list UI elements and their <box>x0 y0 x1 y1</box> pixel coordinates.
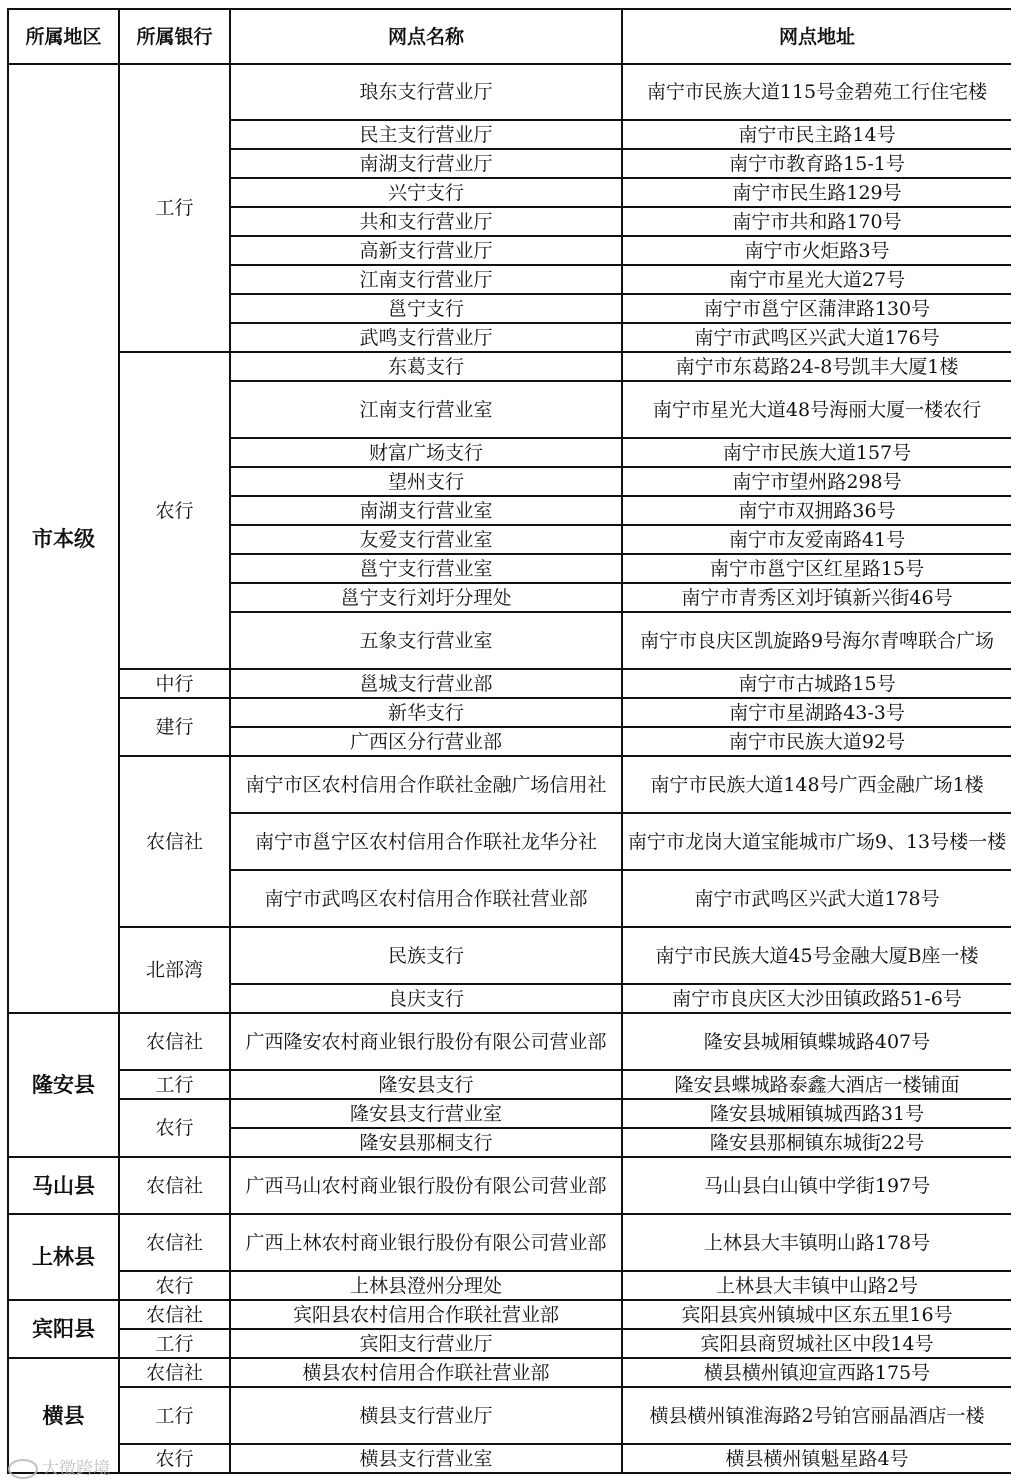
branch-name-cell: 邕城支行营业部 <box>230 669 622 698</box>
branch-name-cell: 江南支行营业室 <box>230 381 622 438</box>
branch-address-cell: 横县横州镇淮海路2号铂宫丽晶酒店一楼 <box>622 1387 1011 1444</box>
branch-address-cell: 南宁市民生路129号 <box>622 178 1011 207</box>
branch-name-cell: 南宁市邕宁区农村信用合作联社龙华分社 <box>230 813 622 870</box>
branch-name-cell: 琅东支行营业厅 <box>230 64 622 120</box>
table-row <box>8 1070 1011 1099</box>
branch-address-cell: 宾阳县宾州镇城中区东五里16号 <box>622 1300 1011 1329</box>
header-name: 网点名称 <box>230 9 622 64</box>
header-bank: 所属银行 <box>119 9 230 64</box>
branch-address-cell: 南宁市共和路170号 <box>622 207 1011 236</box>
bank-cell: 工行 <box>119 1387 230 1444</box>
table-row <box>8 1387 1011 1444</box>
branch-address-cell: 南宁市良庆区大沙田镇政路51-6号 <box>622 984 1011 1013</box>
branch-name-cell: 良庆支行 <box>230 984 622 1013</box>
weibo-logo-icon <box>8 1459 38 1479</box>
region-cell: 马山县 <box>8 1157 119 1214</box>
region-cell: 隆安县 <box>8 1013 119 1157</box>
branch-name-cell: 南湖支行营业室 <box>230 496 622 525</box>
table-row <box>8 1358 1011 1387</box>
branch-address-cell: 宾阳县商贸城社区中段14号 <box>622 1329 1011 1358</box>
branch-address-cell: 南宁市星湖路43-3号 <box>622 698 1011 727</box>
branch-name-cell: 横县支行营业厅 <box>230 1387 622 1444</box>
table-row <box>8 1444 1011 1473</box>
bank-cell: 农信社 <box>119 1300 230 1329</box>
branch-name-cell: 横县支行营业室 <box>230 1444 622 1473</box>
branch-name-cell: 新华支行 <box>230 698 622 727</box>
bank-cell: 农信社 <box>119 1157 230 1214</box>
branch-address-cell: 上林县大丰镇中山路2号 <box>622 1271 1011 1300</box>
table-row <box>8 1099 1011 1128</box>
bank-cell: 工行 <box>119 1070 230 1099</box>
branch-address-cell: 南宁市邕宁区蒲津路130号 <box>622 294 1011 323</box>
branch-name-cell: 宾阳支行营业厅 <box>230 1329 622 1358</box>
bank-cell: 农信社 <box>119 1214 230 1271</box>
branch-address-cell: 南宁市民族大道157号 <box>622 438 1011 467</box>
branch-address-cell: 南宁市民族大道115号金碧苑工行住宅楼 <box>622 64 1011 120</box>
branch-name-cell: 武鸣支行营业厅 <box>230 323 622 352</box>
table-header-row <box>8 9 1011 64</box>
branch-address-cell: 南宁市青秀区刘圩镇新兴街46号 <box>622 583 1011 612</box>
table-row <box>8 698 1011 727</box>
table-row <box>8 756 1011 813</box>
table-row <box>8 1157 1011 1214</box>
branch-address-cell: 南宁市火炬路3号 <box>622 236 1011 265</box>
table-row <box>8 927 1011 984</box>
header-region: 所属地区 <box>8 9 119 64</box>
bank-cell: 农行 <box>119 1271 230 1300</box>
branch-name-cell: 邕宁支行 <box>230 294 622 323</box>
table-row <box>8 1214 1011 1271</box>
table-row <box>8 1013 1011 1070</box>
branch-name-cell: 横县农村信用合作联社营业部 <box>230 1358 622 1387</box>
branch-address-cell: 南宁市教育路15-1号 <box>622 149 1011 178</box>
bank-cell: 农信社 <box>119 1358 230 1387</box>
branch-address-cell: 隆安县城厢镇城西路31号 <box>622 1099 1011 1128</box>
branch-address-cell: 隆安县那桐镇东城街22号 <box>622 1128 1011 1157</box>
branch-name-cell: 南宁市武鸣区农村信用合作联社营业部 <box>230 870 622 927</box>
branch-address-cell: 南宁市友爱南路41号 <box>622 525 1011 554</box>
table-row <box>8 1271 1011 1300</box>
table-row <box>8 352 1011 381</box>
watermark-text: 大徵跨境 <box>42 1459 110 1479</box>
branch-address-cell: 南宁市武鸣区兴武大道178号 <box>622 870 1011 927</box>
table-row <box>8 1329 1011 1358</box>
branch-name-cell: 隆安县支行营业室 <box>230 1099 622 1128</box>
branch-address-cell: 马山县白山镇中学街197号 <box>622 1157 1011 1214</box>
branch-address-cell: 南宁市东葛路24-8号凯丰大厦1楼 <box>622 352 1011 381</box>
table-row <box>8 1300 1011 1329</box>
branch-name-cell: 广西马山农村商业银行股份有限公司营业部 <box>230 1157 622 1214</box>
branch-name-cell: 广西上林农村商业银行股份有限公司营业部 <box>230 1214 622 1271</box>
branch-address-cell: 上林县大丰镇明山路178号 <box>622 1214 1011 1271</box>
branch-address-cell: 南宁市双拥路36号 <box>622 496 1011 525</box>
bank-cell: 北部湾 <box>119 927 230 1013</box>
branch-address-cell: 南宁市武鸣区兴武大道176号 <box>622 323 1011 352</box>
bank-cell: 工行 <box>119 64 230 352</box>
branch-address-cell: 南宁市民主路14号 <box>622 120 1011 149</box>
branch-address-cell: 南宁市龙岗大道宝能城市广场9、13号楼一楼 <box>622 813 1011 870</box>
header-address: 网点地址 <box>622 9 1011 64</box>
region-cell: 宾阳县 <box>8 1300 119 1358</box>
branch-address-cell: 隆安县城厢镇蝶城路407号 <box>622 1013 1011 1070</box>
branch-address-cell: 南宁市邕宁区红星路15号 <box>622 554 1011 583</box>
branch-name-cell: 南宁市区农村信用合作联社金融广场信用社 <box>230 756 622 813</box>
branch-address-cell: 南宁市星光大道48号海丽大厦一楼农行 <box>622 381 1011 438</box>
branch-name-cell: 宾阳县农村信用合作联社营业部 <box>230 1300 622 1329</box>
region-cell: 市本级 <box>8 64 119 1013</box>
watermark <box>8 1454 110 1479</box>
branch-name-cell: 隆安县支行 <box>230 1070 622 1099</box>
branch-name-cell: 共和支行营业厅 <box>230 207 622 236</box>
branch-address-cell: 南宁市良庆区凯旋路9号海尔青啤联合广场 <box>622 612 1011 669</box>
bank-cell: 农行 <box>119 1099 230 1157</box>
branch-name-cell: 五象支行营业室 <box>230 612 622 669</box>
branch-name-cell: 上林县澄州分理处 <box>230 1271 622 1300</box>
branch-name-cell: 财富广场支行 <box>230 438 622 467</box>
branch-name-cell: 望州支行 <box>230 467 622 496</box>
branch-address-cell: 南宁市民族大道45号金融大厦B座一楼 <box>622 927 1011 984</box>
bank-cell: 建行 <box>119 698 230 756</box>
branch-name-cell: 民族支行 <box>230 927 622 984</box>
branch-address-cell: 隆安县蝶城路泰鑫大酒店一楼铺面 <box>622 1070 1011 1099</box>
branch-name-cell: 友爱支行营业室 <box>230 525 622 554</box>
table-row <box>8 64 1011 120</box>
bank-cell: 农行 <box>119 352 230 669</box>
bank-cell: 中行 <box>119 669 230 698</box>
branch-address-cell: 横县横州镇迎宣西路175号 <box>622 1358 1011 1387</box>
bank-cell: 农行 <box>119 1444 230 1473</box>
region-cell: 上林县 <box>8 1214 119 1300</box>
branch-address-cell: 南宁市民族大道92号 <box>622 727 1011 756</box>
bank-cell: 工行 <box>119 1329 230 1358</box>
branch-name-cell: 邕宁支行刘圩分理处 <box>230 583 622 612</box>
branch-list-sheet <box>7 8 1011 1476</box>
bank-cell: 农信社 <box>119 756 230 927</box>
branch-name-cell: 江南支行营业厅 <box>230 265 622 294</box>
bank-cell: 农信社 <box>119 1013 230 1070</box>
region-cell: 横县 <box>8 1358 119 1473</box>
table-row <box>8 669 1011 698</box>
branch-name-cell: 邕宁支行营业室 <box>230 554 622 583</box>
branch-name-cell: 南湖支行营业厅 <box>230 149 622 178</box>
branch-name-cell: 广西隆安农村商业银行股份有限公司营业部 <box>230 1013 622 1070</box>
branch-address-cell: 南宁市民族大道148号广西金融广场1楼 <box>622 756 1011 813</box>
branch-address-cell: 横县横州镇魁星路4号 <box>622 1444 1011 1473</box>
branch-name-cell: 广西区分行营业部 <box>230 727 622 756</box>
branch-name-cell: 隆安县那桐支行 <box>230 1128 622 1157</box>
branch-name-cell: 高新支行营业厅 <box>230 236 622 265</box>
branch-name-cell: 民主支行营业厅 <box>230 120 622 149</box>
branch-address-cell: 南宁市望州路298号 <box>622 467 1011 496</box>
branch-table <box>7 8 1011 1474</box>
branch-address-cell: 南宁市古城路15号 <box>622 669 1011 698</box>
branch-name-cell: 东葛支行 <box>230 352 622 381</box>
branch-name-cell: 兴宁支行 <box>230 178 622 207</box>
branch-address-cell: 南宁市星光大道27号 <box>622 265 1011 294</box>
